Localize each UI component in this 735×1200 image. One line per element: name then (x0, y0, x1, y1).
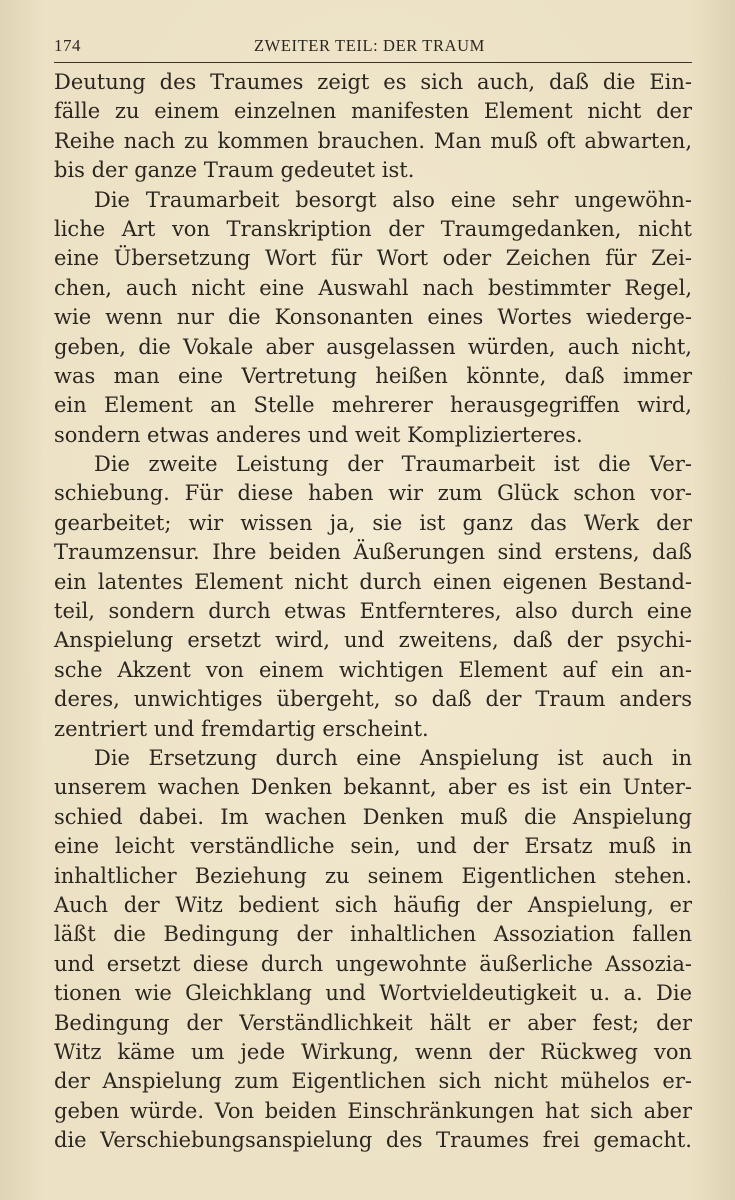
text-line: tionen wie Gleichklang und Wortvieldeutigkeit u. a. Die (54, 981, 692, 1006)
text-line: liche Art von Transkription der Traumgedanken, nicht (54, 216, 692, 241)
text-line: ein latentes Element nicht durch einen eigenen Bestand- (54, 569, 692, 594)
text-line: Die Traumarbeit besorgt also eine sehr ungewöhn- (94, 187, 692, 212)
running-head: ZWEITER TEIL: DER TRAUM (254, 36, 485, 55)
text-line: zentriert und fremdartig erscheint. (54, 716, 429, 741)
text-line: eine Übersetzung Wort für Wort oder Zeichen für Zei- (54, 246, 692, 271)
text-line: Die Ersetzung durch eine Anspielung ist auch in (94, 745, 692, 770)
text-line: schied dabei. Im wachen Denken muß die Anspielung (54, 804, 692, 829)
text-line: Traumzensur. Ihre beiden Äußerungen sind erstens, daß (54, 540, 692, 565)
text-line: geben, die Vokale aber ausgelassen würden, auch nicht, (54, 334, 692, 359)
text-line: geben würde. Von beiden Einschränkungen hat sich aber (54, 1098, 692, 1123)
text-line: schiebung. Für diese haben wir zum Glück schon vor- (54, 481, 692, 506)
text-line: deres, unwichtiges übergeht, so daß der Traum anders (54, 687, 692, 712)
text-line: Reihe nach zu kommen brauchen. Man muß oft abwarten, (54, 128, 692, 153)
page-header (54, 36, 692, 60)
text-line: was man eine Vertretung heißen könnte, daß immer (54, 363, 692, 388)
text-line: und ersetzt diese durch ungewohnte äußerliche Assozia- (54, 951, 692, 976)
text-line: sche Akzent von einem wichtigen Element auf ein an- (54, 657, 692, 682)
text-line: eine leicht verständliche sein, und der Ersatz muß in (54, 834, 692, 859)
header-rule (54, 62, 692, 63)
text-line: die Verschiebungsanspielung des Traumes frei gemacht. (54, 1128, 692, 1153)
text-line: Die zweite Leistung der Traumarbeit ist die Ver- (94, 452, 692, 477)
text-line: Bedingung der Verständlichkeit hält er aber fest; der (54, 1010, 692, 1035)
text-line: läßt die Bedingung der inhaltlichen Assoziation fallen (54, 922, 692, 947)
text-line: der Anspielung zum Eigentlichen sich nicht mühelos er- (54, 1069, 692, 1094)
text-line: ein Element an Stelle mehrerer herausgegriffen wird, (54, 393, 692, 418)
text-line: wie wenn nur die Konsonanten eines Wortes wiederge- (54, 305, 692, 330)
text-line: Witz käme um jede Wirkung, wenn der Rückweg von (54, 1039, 692, 1064)
page-number: 174 (54, 36, 81, 55)
text-line: chen, auch nicht eine Auswahl nach bestimmter Regel, (54, 275, 692, 300)
text-line: Deutung des Traumes zeigt es sich auch, daß die Ein- (54, 70, 692, 94)
text-line: gearbeitet; wir wissen ja, sie ist ganz das Werk der (54, 510, 692, 535)
text-line: sondern etwas anderes und weit Komplizierteres. (54, 422, 583, 447)
text-line: Auch der Witz bedient sich häufig der Anspielung, er (54, 892, 692, 917)
text-line: Anspielung ersetzt wird, und zweitens, daß der psychi- (54, 628, 692, 653)
text-line: fälle zu einem einzelnen manifesten Element nicht der (54, 99, 692, 124)
text-line: teil, sondern durch etwas Entfernteres, also durch eine (54, 599, 692, 624)
text-line: unserem wachen Denken bekannt, aber es ist ein Unter- (54, 775, 692, 800)
text-line: inhaltlicher Beziehung zu seinem Eigentlichen stehen. (54, 863, 692, 888)
text-line: bis der ganze Traum gedeutet ist. (54, 158, 415, 183)
body-text (54, 68, 692, 1155)
